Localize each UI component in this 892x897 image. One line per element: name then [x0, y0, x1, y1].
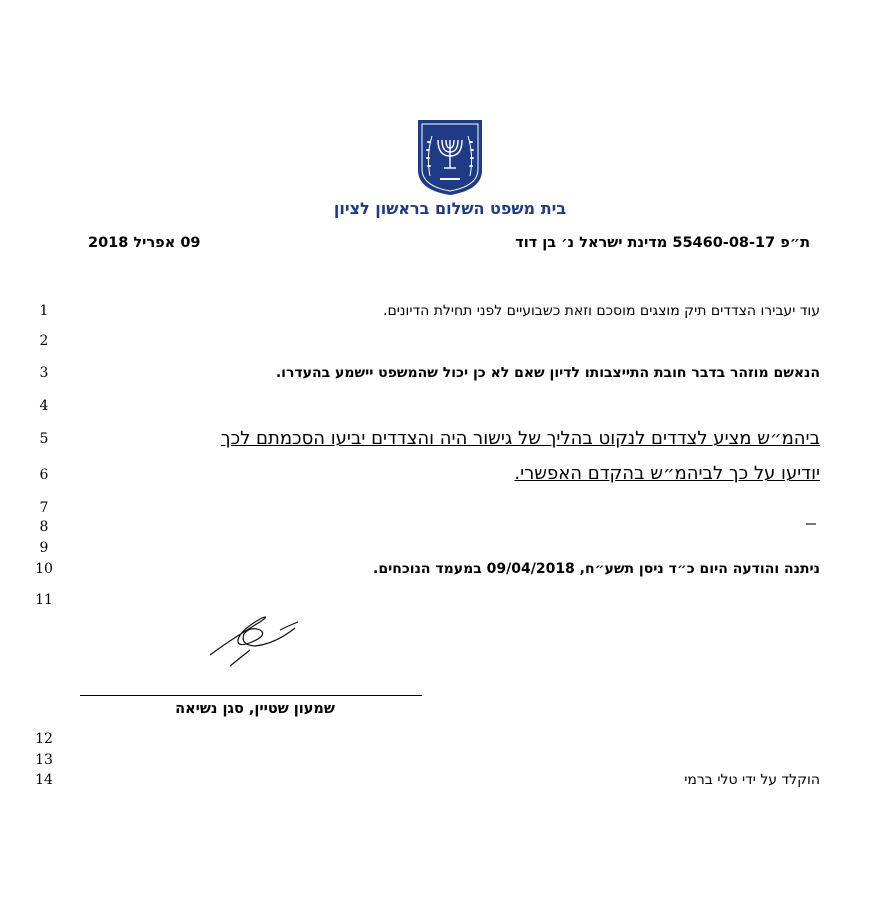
dash-mark	[806, 523, 816, 525]
typist-line: הוקלד על ידי טלי ברמי	[684, 772, 820, 788]
body-line-3: הנאשם מוזהר בדבר חובת התייצבותו לדיון שאם לא כן יכול שהמשפט יישמע בהעדרו.	[275, 365, 820, 381]
line-number: 14	[35, 772, 53, 788]
line-number: 9	[39, 540, 49, 556]
line-number: 5	[39, 431, 49, 447]
signature-icon	[200, 600, 310, 670]
case-number-line: ת״פ 55460-08-17 מדינת ישראל נ׳ בן דוד	[515, 235, 810, 251]
line-number: 4	[39, 398, 49, 414]
body-line-10: ניתנה והודעה היום כ״ד ניסן תשע״ח, 09/04/2018 במעמד הנוכחים.	[373, 561, 820, 577]
body-line-5: ביהמ״ש מציע לצדדים לנקוט בהליך של גישור היה והצדדים יביעו הסכמתם לכך	[220, 428, 820, 449]
line-number: 3	[39, 365, 49, 381]
line-number: 10	[35, 561, 53, 577]
signature-line	[80, 695, 422, 696]
line-number: 11	[35, 592, 53, 608]
line-number: 8	[39, 519, 49, 535]
court-name: בית משפט השלום בראשון לציון	[333, 199, 567, 218]
state-emblem-icon	[416, 118, 484, 196]
line-number: 7	[39, 500, 49, 516]
body-line-6: יודיעו על כך לביהמ״ש בהקדם האפשרי.	[514, 463, 820, 484]
signer-name: שמעון שטיין, סגן נשיאה	[175, 701, 335, 717]
line-number: 1	[39, 303, 49, 319]
line-number: 13	[35, 752, 53, 768]
body-line-1: עוד יעבירו הצדדים תיק מוצגים מוסכם וזאת כשבועיים לפני תחילת הדיונים.	[383, 303, 820, 319]
decision-date: 09 אפריל 2018	[88, 235, 201, 251]
line-number: 12	[35, 731, 53, 747]
line-number: 2	[39, 333, 49, 349]
line-number: 6	[39, 467, 49, 483]
